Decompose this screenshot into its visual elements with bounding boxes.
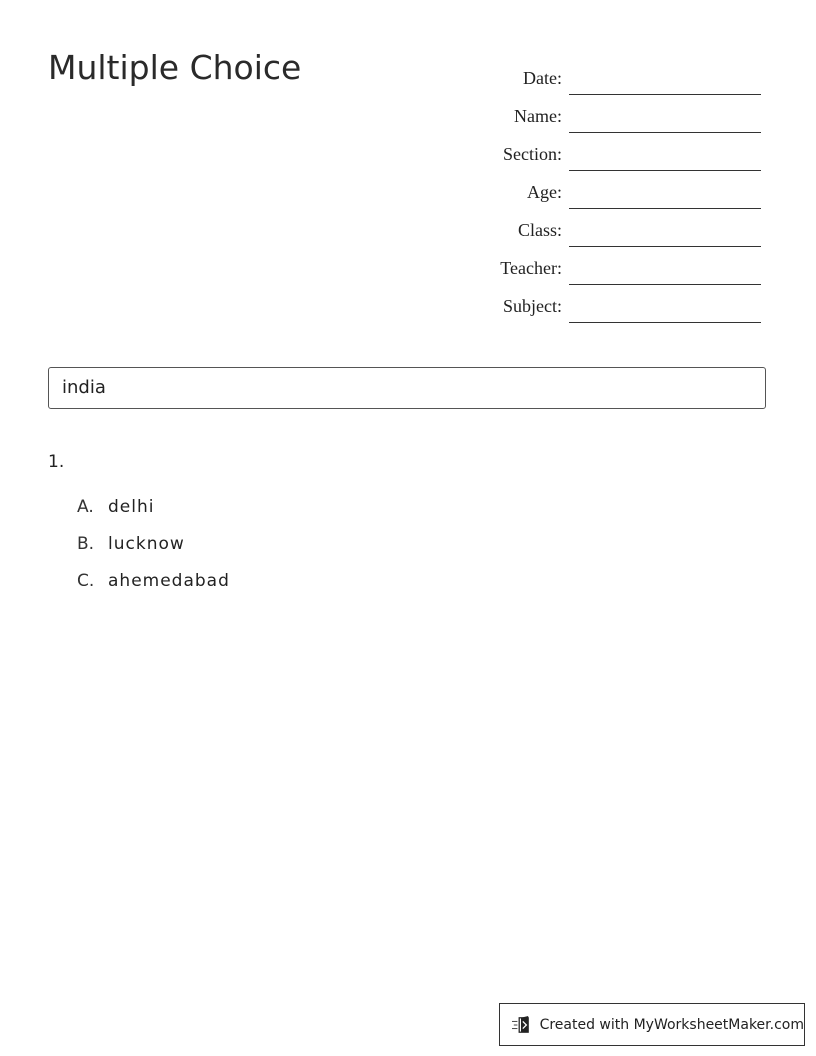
teacher-field	[460, 247, 768, 285]
option-b-text: lucknow	[108, 534, 185, 554]
age-label: Age:	[527, 182, 562, 202]
created-with-text: Created with MyWorksheetMaker.com	[539, 1016, 804, 1033]
option-c	[77, 570, 230, 607]
option-a	[77, 496, 230, 533]
created-with-badge[interactable]	[499, 1003, 805, 1046]
option-c-text: ahemedabad	[108, 571, 230, 591]
teacher-label: Teacher:	[500, 258, 562, 278]
topic-box	[48, 367, 766, 409]
age-field	[460, 171, 768, 209]
section-field	[460, 133, 768, 171]
question-number: 1.	[48, 452, 65, 472]
worksheet-title: Multiple Choice	[48, 48, 302, 87]
option-b	[77, 533, 230, 570]
date-input-line[interactable]	[569, 64, 761, 95]
name-field	[460, 95, 768, 133]
date-label: Date:	[523, 68, 562, 88]
section-input-line[interactable]	[569, 140, 761, 171]
worksheet-maker-logo-icon	[512, 1014, 534, 1036]
class-label: Class:	[517, 220, 562, 240]
option-a-text: delhi	[108, 497, 155, 517]
class-input-line[interactable]	[569, 216, 761, 247]
teacher-input-line[interactable]	[569, 254, 761, 285]
topic-text: india	[62, 377, 106, 398]
option-c-letter: C.	[77, 571, 95, 591]
answer-options	[77, 496, 230, 607]
option-a-letter: A.	[77, 497, 94, 517]
subject-field	[460, 285, 768, 323]
age-input-line[interactable]	[569, 178, 761, 209]
name-input-line[interactable]	[569, 102, 761, 133]
date-field	[460, 57, 768, 95]
class-field	[460, 209, 768, 247]
header-fields	[460, 57, 768, 323]
name-label: Name:	[514, 106, 562, 126]
subject-input-line[interactable]	[569, 292, 761, 323]
option-b-letter: B.	[77, 534, 95, 554]
subject-label: Subject:	[503, 296, 562, 316]
section-label: Section:	[503, 144, 562, 164]
